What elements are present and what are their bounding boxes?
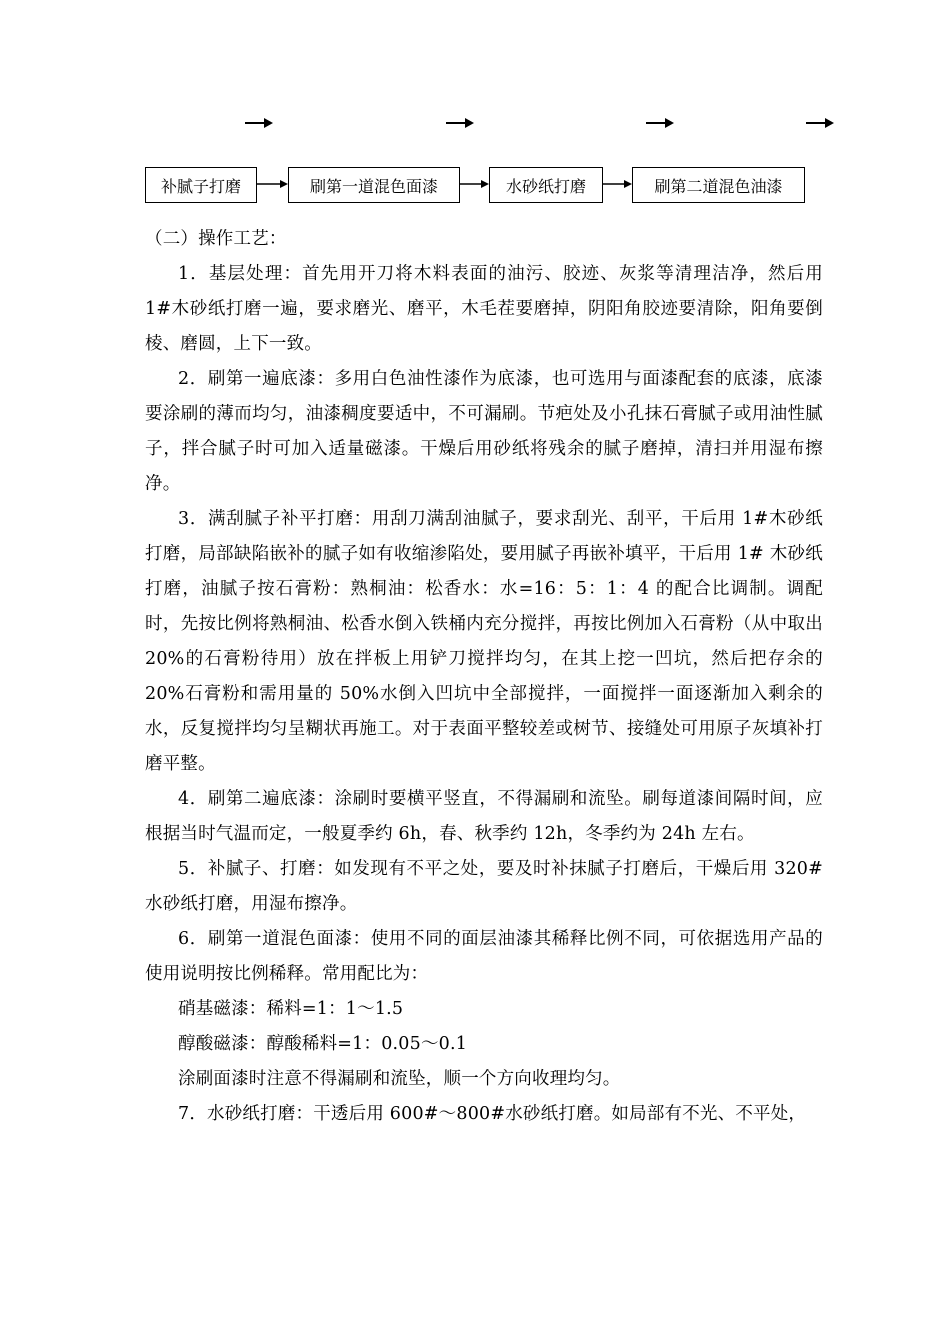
document-body bbox=[145, 222, 823, 1132]
ratio-alkyd-enamel: 醇酸磁漆：醇酸稀料=1：0.05～0.1 bbox=[178, 1034, 468, 1054]
arrow-right-icon bbox=[244, 113, 274, 133]
flow-box-putty-sanding: 补腻子打磨 bbox=[145, 167, 257, 203]
arrow-right-icon bbox=[257, 176, 288, 192]
paragraph-step-7: 7．水砂纸打磨：干透后用 600#～800#水砂纸打磨。如局部有不光、不平处， bbox=[178, 1104, 807, 1124]
flow-box-second-topcoat: 刷第二道混色油漆 bbox=[632, 167, 805, 203]
flow-box-first-topcoat: 刷第一道混色面漆 bbox=[288, 167, 460, 203]
arrow-right-icon bbox=[445, 113, 475, 133]
paragraph-step-4: 4．刷第二遍底漆：涂刷时要横平竖直，不得漏刷和流坠。刷每道漆间隔时间，应根据当时气温而定，一般夏季约 6h，春、秋季约 12h，冬季约为 24h 左右。 bbox=[145, 789, 823, 844]
paragraph-step-2: 2．刷第一遍底漆：多用白色油性漆作为底漆，也可选用与面漆配套的底漆，底漆要涂刷的薄而均匀，油漆稠度要适中，不可漏刷。节疤处及小孔抹石膏腻子或用油性腻子，拌合腻子时可加入适量磁漆。干燥后用砂纸将残余的腻子磨掉，清扫并用湿布擦净。 bbox=[145, 369, 823, 494]
paragraph-topcoat-note: 涂刷面漆时注意不得漏刷和流坠，顺一个方向收理均匀。 bbox=[178, 1069, 621, 1089]
flow-box-wet-sanding: 水砂纸打磨 bbox=[489, 167, 603, 203]
ratio-nitro-enamel: 硝基磁漆：稀料=1：1～1.5 bbox=[178, 999, 404, 1019]
paragraph-step-1: 1．基层处理：首先用开刀将木料表面的油污、胶迹、灰浆等清理洁净，然后用 1#木砂纸打磨一遍，要求磨光、磨平，木毛茬要磨掉，阴阳角胶迹要清除，阳角要倒棱、磨圆，上下一致。 bbox=[145, 264, 823, 354]
section-heading: （二）操作工艺： bbox=[145, 229, 287, 249]
arrow-right-icon bbox=[603, 176, 632, 192]
arrow-right-icon bbox=[645, 113, 675, 133]
paragraph-step-5: 5．补腻子、打磨：如发现有不平之处，要及时补抹腻子打磨后，干燥后用 320# 水砂纸打磨，用湿布擦净。 bbox=[145, 859, 823, 914]
paragraph-step-3: 3．满刮腻子补平打磨：用刮刀满刮油腻子，要求刮光、刮平，干后用 1#木砂纸打磨，局部缺陷嵌补的腻子如有收缩渗陷处，要用腻子再嵌补填平，干后用 1# 木砂纸打磨，油腻子按石膏粉：熟桐油：松香水：水=16：5：1：4 的配合比调制。调配时，先按比例将熟桐油、松香水倒入铁桶内充分搅拌，再按比例加入石膏粉（从中取出 20%的石膏粉待用）放在拌板上用铲刀搅拌均匀，在其上挖一凹坑，然后把存余的 20%石膏粉和需用量的 50%水倒入凹坑中全部搅拌，一面搅拌一面逐渐加入剩余的水，反复搅拌均匀呈糊状再施工。对于表面平整较差或树节、接缝处可用原子灰填补打磨平整。 bbox=[145, 509, 823, 774]
arrow-right-icon bbox=[460, 176, 489, 192]
arrow-right-icon bbox=[805, 113, 835, 133]
paragraph-step-6: 6．刷第一道混色面漆：使用不同的面层油漆其稀释比例不同，可依据选用产品的使用说明按比例稀释。常用配比为： bbox=[145, 929, 823, 984]
